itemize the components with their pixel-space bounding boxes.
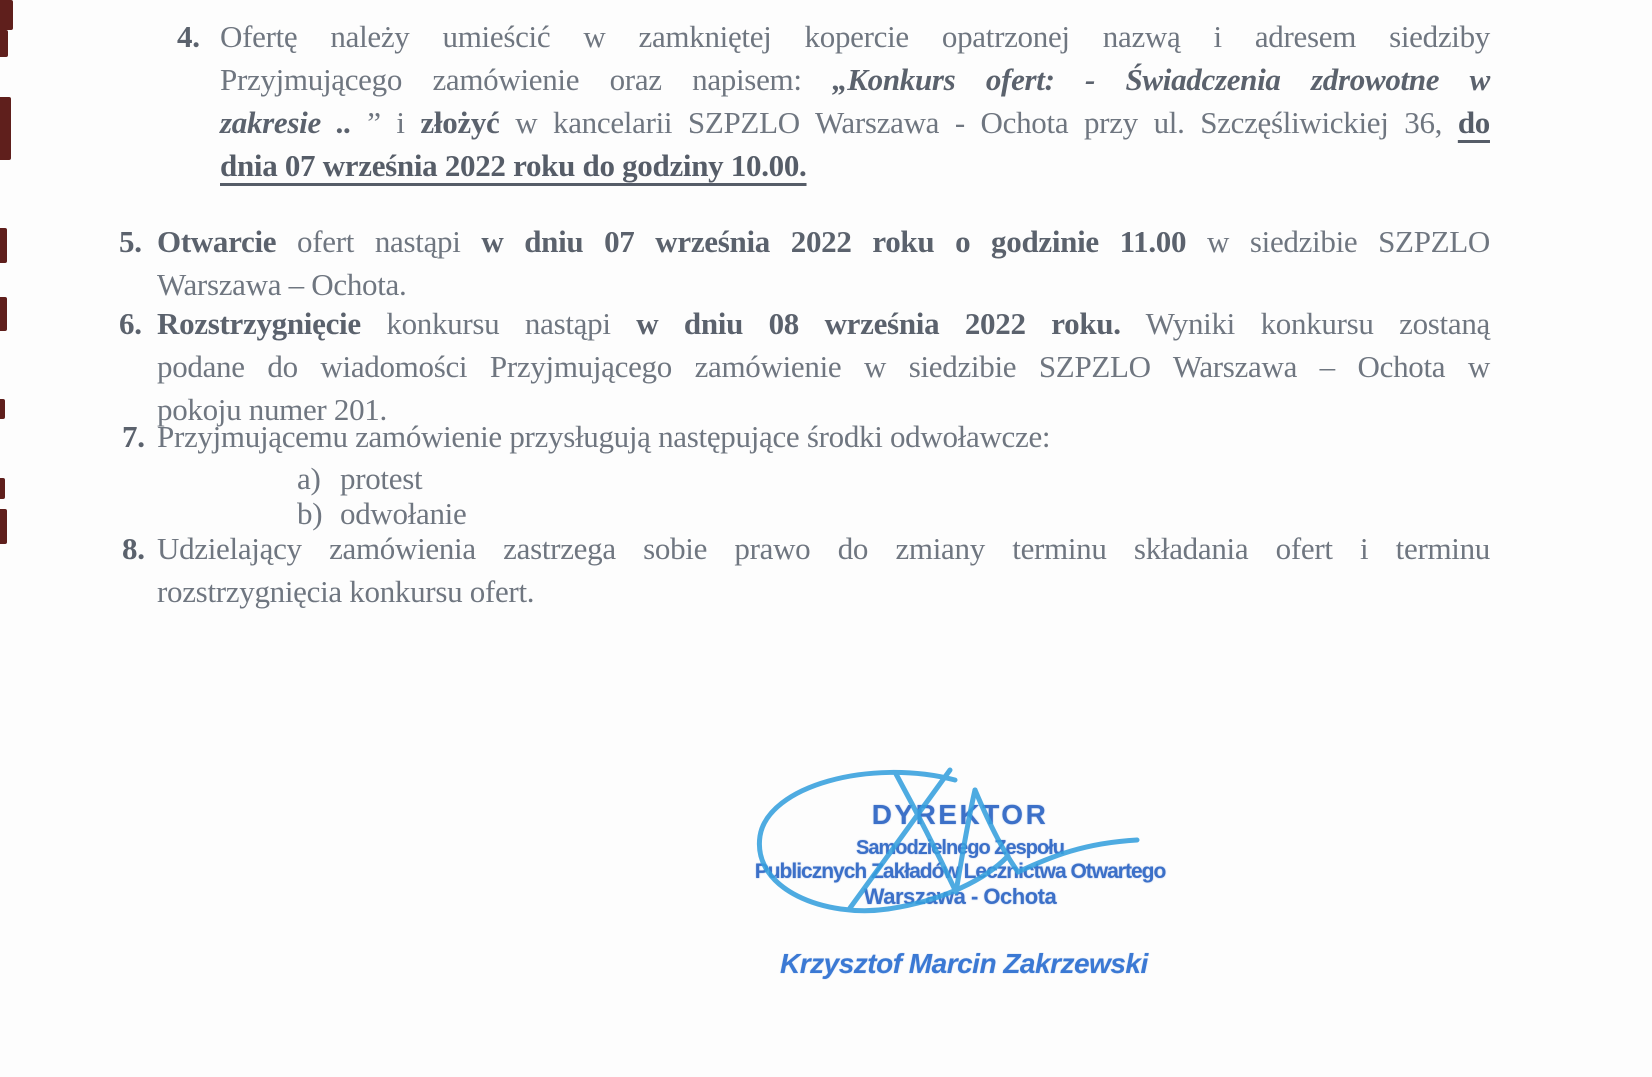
- item6-l1-bold2: w dniu 08 września 2022 roku.: [636, 306, 1121, 341]
- stamp-org-line2: Publicznych Zakładów Lecznictwa Otwartego: [754, 860, 1166, 883]
- list-item-7: [157, 415, 1490, 458]
- item4-l3-normal1: ” i: [367, 105, 421, 140]
- item4-l3-bold: złożyć: [420, 105, 500, 140]
- list-number-5: 5.: [119, 224, 142, 259]
- sub-item-a-marker: a): [297, 461, 321, 496]
- stamp-city: Warszawa - Ochota: [863, 884, 1057, 909]
- director-stamp: [660, 800, 1260, 909]
- item4-line1: [220, 15, 1490, 58]
- item5-line2: [157, 263, 1490, 306]
- item4-l3-underlined-do: do: [1457, 105, 1490, 140]
- scan-edge-mark: [0, 228, 7, 263]
- scan-edge-mark: [0, 399, 5, 419]
- list-number-7: 7.: [122, 419, 145, 454]
- item6-l1-normal1: konkursu nastąpi: [360, 306, 637, 341]
- item4-l2-normal: Przyjmującego zamówienie oraz napisem:: [220, 62, 833, 97]
- stamp-org-line1: Samodzielnego Zespołu: [856, 837, 1064, 859]
- item8-l1-text: Udzielający zamówienia zastrzega sobie prawo do zmiany terminu składania ofert i terminu: [157, 531, 1490, 566]
- item4-line3: [220, 101, 1490, 144]
- item8-l2-text: rozstrzygnięcia konkursu ofert.: [157, 574, 535, 609]
- item6-l1-normal2: Wyniki konkursu zostaną: [1120, 306, 1490, 341]
- scan-edge-mark: [0, 478, 5, 499]
- list-item-4: [220, 15, 1490, 187]
- scan-edge-mark: [0, 30, 8, 57]
- list-item-6: [157, 302, 1490, 431]
- sub-item-b: odwołanie: [340, 496, 467, 531]
- item6-l3-text: pokoju numer 201.: [157, 392, 387, 427]
- scan-edge-mark: [0, 97, 11, 160]
- item4-l1-text: Ofertę należy umieścić w zamkniętej kopercie opatrzonej nazwą i adresem siedziby: [220, 19, 1490, 54]
- list-item-5: [157, 220, 1490, 306]
- item5-l2-text: Warszawa – Ochota.: [157, 267, 407, 302]
- sub-item-a: protest: [340, 461, 423, 496]
- item6-line2: [157, 345, 1490, 388]
- item4-line4: [220, 144, 1490, 187]
- scan-edge-mark: [0, 509, 7, 544]
- signatory-name: Krzysztof Marcin Zakrzewski: [780, 948, 1148, 979]
- item4-line2: [220, 58, 1490, 101]
- list-number-6: 6.: [119, 306, 142, 341]
- item5-line1: [157, 220, 1490, 263]
- item4-l3-bolditalic: zakresie ..: [220, 105, 368, 140]
- list-number-4: 4.: [177, 19, 200, 54]
- scan-edge-mark: [0, 297, 7, 331]
- item5-l1-normal1: ofert nastąpi: [276, 224, 482, 259]
- item6-l1-bold1: Rozstrzygnięcie: [157, 306, 361, 341]
- item6-line1: [157, 302, 1490, 345]
- list-number-8: 8.: [122, 531, 145, 566]
- stamp-title: DYREKTOR: [871, 799, 1049, 830]
- item7-l1-text: Przyjmującemu zamówienie przysługują następujące środki odwoławcze:: [157, 419, 1051, 454]
- item5-l1-bold1: Otwarcie: [157, 224, 277, 259]
- item7-line1: [157, 415, 1490, 458]
- item8-line2: [157, 570, 1490, 613]
- scan-edge-mark: [0, 0, 13, 30]
- item8-line1: [157, 527, 1490, 570]
- item6-l2-text: podane do wiadomości Przyjmującego zamówienie w siedzibie SZPZLO Warszawa – Ochota w: [157, 349, 1490, 384]
- item4-deadline-underlined: dnia 07 września 2022 roku do godziny 10.00.: [220, 148, 807, 183]
- item4-l2-bolditalic: „Konkurs ofert: - Świadczenia zdrowotne w: [832, 62, 1491, 97]
- list-item-8: [157, 527, 1490, 613]
- item5-l1-bold2: w dniu 07 września 2022 roku o godzinie 11.00: [481, 224, 1187, 259]
- sub-item-b-marker: b): [297, 496, 323, 531]
- item4-l3-normal2: w kancelarii SZPZLO Warszawa - Ochota przy ul. Szczęśliwickiej 36,: [499, 105, 1458, 140]
- item5-l1-normal2: w siedzibie SZPZLO: [1186, 224, 1490, 259]
